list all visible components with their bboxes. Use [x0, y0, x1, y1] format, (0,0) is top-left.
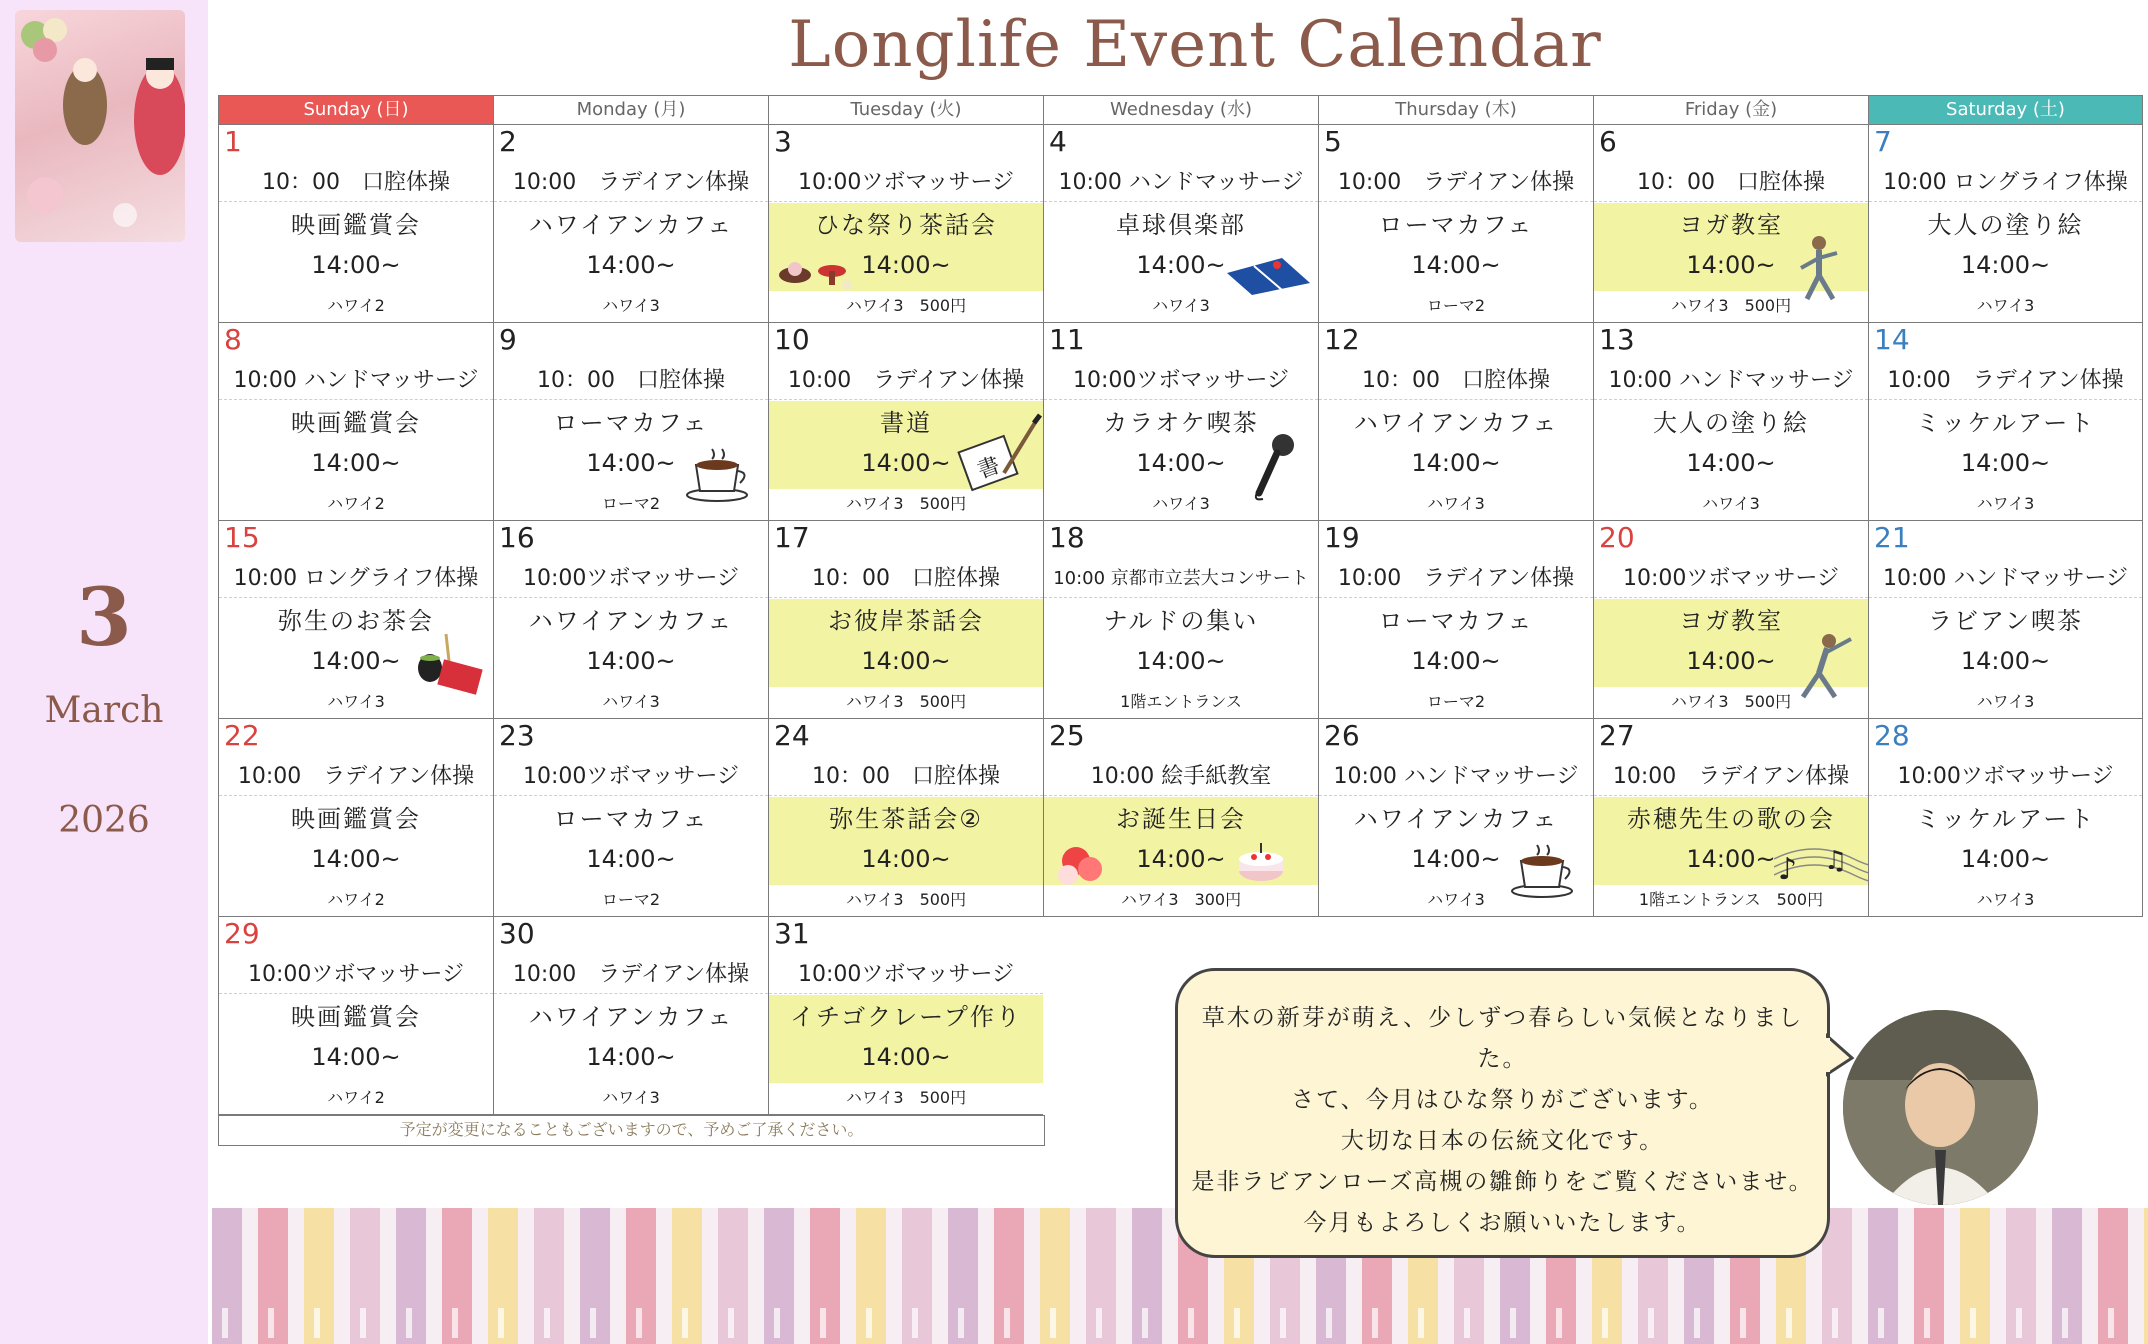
day-cell [1593, 323, 1868, 521]
afternoon-time: 14:00~ [1960, 449, 2051, 477]
day-cell [1593, 521, 1868, 719]
day-cell [218, 521, 493, 719]
day-number: 7 [1874, 125, 1892, 158]
calligraphy-icon [954, 413, 1044, 497]
event-location: 1階エントランス 500円 [1638, 890, 1824, 909]
day-cell [1318, 521, 1593, 719]
afternoon-time: 14:00~ [586, 449, 676, 477]
afternoon-event: 映画鑑賞会 [291, 409, 421, 437]
day-number: 26 [1324, 719, 1360, 752]
morning-event: 10:00 ラデイアン体操 [769, 363, 1043, 400]
afternoon-event: 赤穂先生の歌の会 [1627, 805, 1835, 833]
morning-event: 10：00 口腔体操 [494, 363, 768, 400]
day-cell [768, 521, 1043, 719]
day-number: 13 [1599, 323, 1635, 356]
day-cell [768, 917, 1043, 1115]
afternoon-event: お彼岸茶話会 [828, 607, 984, 635]
afternoon-time: 14:00~ [1136, 647, 1226, 675]
afternoon-event: ミッケルアート [1915, 805, 2096, 833]
morning-event: 10:00 ラデイアン体操 [1869, 363, 2142, 400]
event-location: ハワイ2 [327, 1088, 385, 1107]
afternoon-time: 14:00~ [311, 647, 401, 675]
morning-event: 10:00 ラデイアン体操 [1319, 561, 1593, 598]
event-location: ハワイ3 500円 [845, 692, 967, 711]
staff-avatar [1843, 1010, 2038, 1205]
afternoon-event: ハワイアンカフェ [1353, 409, 1559, 437]
afternoon-time: 14:00~ [1411, 449, 1501, 477]
day-cell [1043, 125, 1318, 323]
afternoon-event: 映画鑑賞会 [291, 1003, 421, 1031]
afternoon-event: ハワイアンカフェ [528, 211, 734, 239]
event-location: ハワイ2 [327, 494, 385, 513]
message-line: さて、今月はひな祭りがございます。 [1291, 1087, 1714, 1113]
event-location: ローマ2 [1426, 692, 1486, 711]
coffee-cup-icon [684, 443, 754, 507]
day-number: 30 [499, 917, 535, 950]
event-location: ハワイ2 [327, 890, 385, 909]
day-number: 1 [224, 125, 242, 158]
event-location: ハワイ3 [327, 692, 385, 711]
afternoon-event: ひな祭り茶話会 [815, 211, 997, 239]
event-location: ハワイ3 500円 [845, 296, 967, 315]
afternoon-event: ハワイアンカフェ [528, 1003, 734, 1031]
day-cell [768, 323, 1043, 521]
day-number: 15 [224, 521, 260, 554]
afternoon-event: 卓球倶楽部 [1116, 211, 1246, 239]
afternoon-event: 弥生茶話会② [829, 805, 983, 833]
afternoon-event: 大人の塗り絵 [1927, 211, 2084, 239]
day-number: 24 [774, 719, 810, 752]
afternoon-event: 書道 [880, 409, 932, 437]
afternoon-event: ローマカフェ [553, 805, 709, 833]
day-cell [493, 323, 768, 521]
event-location: ハワイ3 [602, 296, 660, 315]
decorative-diamonds [212, 1308, 2148, 1338]
day-number: 9 [499, 323, 517, 356]
day-cell [493, 719, 768, 917]
event-location: ハワイ3 [1976, 890, 2035, 909]
afternoon-time: 14:00~ [861, 845, 951, 873]
morning-event: 10:00 ハンドマッサージ [1319, 759, 1593, 796]
afternoon-time: 14:00~ [1960, 251, 2051, 279]
morning-event: 10:00ツボマッサージ [219, 957, 493, 994]
day-cell [1868, 125, 2143, 323]
day-cell [1318, 323, 1593, 521]
day-cell [218, 323, 493, 521]
afternoon-time: 14:00~ [586, 251, 676, 279]
morning-event: 10:00 ラデイアン体操 [1594, 759, 1868, 796]
event-location: ハワイ2 [327, 296, 385, 315]
tea-ceremony-icon [414, 626, 484, 700]
weekday-wednesday: Wednesday (水) [1043, 95, 1318, 125]
yoga-stretch-icon [1789, 629, 1859, 705]
day-number: 29 [224, 917, 260, 950]
afternoon-event: 弥生のお茶会 [278, 607, 434, 635]
coffee-cup-icon [1509, 839, 1579, 903]
day-number: 20 [1599, 521, 1635, 554]
day-cell [1593, 125, 1868, 323]
day-number: 14 [1874, 323, 1910, 356]
day-cell [218, 917, 493, 1115]
side-month-number: 3 [76, 570, 132, 664]
day-cell [1043, 719, 1318, 917]
svg-text:♪: ♪ [1778, 852, 1798, 887]
afternoon-event: ローマカフェ [1378, 607, 1534, 635]
afternoon-time: 14:00~ [586, 845, 676, 873]
day-number: 21 [1874, 521, 1910, 554]
event-location: ハワイ3 [1152, 494, 1210, 513]
event-location: ローマ2 [601, 890, 661, 909]
afternoon-time: 14:00~ [1686, 449, 1776, 477]
message-line: 草木の新芽が萌え、少しずつ春らしい気候となりまし [1201, 1005, 1804, 1031]
weekday-friday: Friday (金) [1593, 95, 1868, 125]
event-location: ハワイ3 [1427, 494, 1485, 513]
day-number: 16 [499, 521, 535, 554]
day-cell [493, 125, 768, 323]
event-location: ハワイ3 [602, 1088, 660, 1107]
event-location: ハワイ3 [1976, 296, 2035, 315]
weekday-sunday: Sunday (日) [218, 95, 493, 125]
day-cell [1318, 719, 1593, 917]
microphone-icon [1249, 431, 1299, 505]
event-location: 1階エントランス [1120, 692, 1242, 711]
morning-event: 10:00 絵手紙教室 [1044, 759, 1318, 796]
morning-event: 10:00 ハンドマッサージ [219, 363, 493, 400]
morning-event: 10:00 ハンドマッサージ [1044, 165, 1318, 202]
day-cell [1868, 323, 2143, 521]
day-cell [493, 521, 768, 719]
message-line: た。 [1477, 1046, 1528, 1072]
morning-event: 10:00 ハンドマッサージ [1594, 363, 1868, 400]
afternoon-event: 映画鑑賞会 [291, 211, 421, 239]
morning-event: 10:00 ラデイアン体操 [219, 759, 493, 796]
day-number: 4 [1049, 125, 1067, 158]
afternoon-time: 14:00~ [1960, 647, 2051, 675]
day-number: 17 [774, 521, 810, 554]
afternoon-time: 14:00~ [861, 449, 951, 477]
day-number: 23 [499, 719, 535, 752]
day-cell [493, 917, 768, 1115]
afternoon-time: 14:00~ [311, 449, 401, 477]
message-bubble [1175, 968, 1830, 1258]
morning-event: 10:00 ロングライフ体操 [1869, 165, 2142, 202]
day-number: 27 [1599, 719, 1635, 752]
day-number: 2 [499, 125, 517, 158]
afternoon-event: ローマカフェ [553, 409, 709, 437]
event-location: ハワイ3 [1702, 494, 1760, 513]
day-number: 18 [1049, 521, 1085, 554]
afternoon-event: ミッケルアート [1915, 409, 2096, 437]
morning-event: 10：00 口腔体操 [1594, 165, 1868, 202]
afternoon-event: カラオケ喫茶 [1103, 409, 1259, 437]
event-location: ハワイ3 500円 [1670, 296, 1792, 315]
afternoon-time: 14:00~ [861, 647, 951, 675]
event-location: ハワイ3 500円 [845, 494, 967, 513]
day-cell [1868, 521, 2143, 719]
day-number: 28 [1874, 719, 1910, 752]
day-number: 19 [1324, 521, 1360, 554]
afternoon-time: 14:00~ [1411, 647, 1501, 675]
afternoon-time: 14:00~ [311, 1043, 401, 1071]
event-location: ハワイ3 [1427, 890, 1485, 909]
day-cell [218, 125, 493, 323]
day-number: 12 [1324, 323, 1360, 356]
message-line: 大切な日本の伝統文化です。 [1340, 1128, 1665, 1154]
afternoon-event: ヨガ教室 [1679, 211, 1783, 239]
afternoon-time: 14:00~ [1411, 845, 1501, 873]
day-cell [1868, 719, 2143, 917]
weekday-saturday: Saturday (土) [1868, 95, 2143, 125]
afternoon-time: 14:00~ [586, 1043, 676, 1071]
morning-event: 10:00ツボマッサージ [1869, 759, 2142, 796]
morning-event: 10:00 ハンドマッサージ [1869, 561, 2142, 598]
afternoon-time: 14:00~ [1686, 647, 1776, 675]
yoga-pose-icon [1789, 233, 1849, 307]
afternoon-time: 14:00~ [1960, 845, 2051, 873]
morning-event: 10：00 口腔体操 [219, 165, 493, 202]
event-location: ローマ2 [1426, 296, 1486, 315]
day-cell [1318, 125, 1593, 323]
morning-event: 10:00 ラデイアン体操 [494, 165, 768, 202]
morning-event: 10：00 口腔体操 [769, 759, 1043, 796]
event-location: ハワイ3 300円 [1120, 890, 1242, 909]
side-year: 2026 [58, 800, 150, 841]
hina-doll-photo [15, 10, 185, 242]
afternoon-time: 14:00~ [586, 647, 676, 675]
afternoon-event: 大人の塗り絵 [1653, 409, 1809, 437]
day-number: 6 [1599, 125, 1617, 158]
event-location: ローマ2 [601, 494, 661, 513]
weekday-header [218, 95, 2143, 125]
event-location: ハワイ3 [602, 692, 660, 711]
event-location: ハワイ3 [1976, 692, 2035, 711]
morning-event: 10:00ツボマッサージ [769, 957, 1043, 994]
day-number: 8 [224, 323, 242, 356]
day-number: 22 [224, 719, 260, 752]
page-title: Longlife Event Calendar [788, 8, 1602, 82]
day-cell [1043, 323, 1318, 521]
morning-event: 10:00ツボマッサージ [1044, 363, 1318, 400]
day-cell [768, 125, 1043, 323]
weekday-monday: Monday (月) [493, 95, 768, 125]
afternoon-event: ヨガ教室 [1679, 607, 1783, 635]
morning-event: 10:00ツボマッサージ [769, 165, 1043, 202]
morning-event: 10:00 ラデイアン体操 [1319, 165, 1593, 202]
day-cell [1593, 719, 1868, 917]
afternoon-event: ハワイアンカフェ [528, 607, 734, 635]
day-number: 3 [774, 125, 792, 158]
day-number: 10 [774, 323, 810, 356]
day-number: 31 [774, 917, 810, 950]
afternoon-event: ラビアン喫茶 [1927, 607, 2084, 635]
morning-event: 10:00ツボマッサージ [494, 759, 768, 796]
afternoon-time: 14:00~ [1136, 449, 1226, 477]
morning-event: 10：00 口腔体操 [769, 561, 1043, 598]
day-number: 11 [1049, 323, 1085, 356]
morning-event: 10:00ツボマッサージ [1594, 561, 1868, 598]
afternoon-event: 映画鑑賞会 [291, 805, 421, 833]
notice-text: 予定が変更になることもございますので、予めご了承ください。 [218, 1115, 1045, 1146]
event-location: ハワイ3 500円 [845, 1088, 967, 1107]
morning-event: 10:00 京都市立芸大コンサート [1044, 561, 1318, 598]
weekday-tuesday: Tuesday (火) [768, 95, 1043, 125]
event-location: ハワイ3 500円 [845, 890, 967, 909]
sidebar [0, 0, 208, 1344]
afternoon-time: 14:00~ [1686, 251, 1776, 279]
birthday-cake-icon [1056, 831, 1306, 895]
event-location: ハワイ3 500円 [1670, 692, 1792, 711]
afternoon-event: イチゴクレープ作り [790, 1003, 1022, 1031]
afternoon-time: 14:00~ [1686, 845, 1776, 873]
afternoon-event: お誕生日会 [1116, 805, 1246, 833]
afternoon-event: ハワイアンカフェ [1353, 805, 1559, 833]
message-line: 是非ラビアンローズ高槻の雛飾りをご覧くださいませ。 [1191, 1169, 1814, 1195]
ping-pong-icon [1222, 253, 1312, 302]
afternoon-time: 14:00~ [1411, 251, 1501, 279]
morning-event: 10:00ツボマッサージ [494, 561, 768, 598]
afternoon-time: 14:00~ [1136, 845, 1226, 873]
event-location: ハワイ3 [1152, 296, 1210, 315]
morning-event: 10:00 ロングライフ体操 [219, 561, 493, 598]
hina-sweets-icon [777, 253, 857, 297]
afternoon-event: ナルドの集い [1103, 607, 1259, 635]
day-number: 5 [1324, 125, 1342, 158]
afternoon-time: 14:00~ [861, 251, 951, 279]
message-line: 今月もよろしくお願いいたします。 [1303, 1210, 1702, 1236]
side-month-name: March [44, 690, 164, 731]
day-number: 25 [1049, 719, 1085, 752]
afternoon-time: 14:00~ [311, 251, 401, 279]
event-location: ハワイ3 [1976, 494, 2035, 513]
svg-text:書: 書 [974, 452, 1004, 485]
day-cell [1043, 521, 1318, 719]
afternoon-event: ローマカフェ [1378, 211, 1534, 239]
svg-text:♫: ♫ [1824, 846, 1848, 876]
afternoon-time: 14:00~ [311, 845, 401, 873]
afternoon-time: 14:00~ [861, 1043, 951, 1071]
afternoon-time: 14:00~ [1136, 251, 1226, 279]
day-cell [218, 719, 493, 917]
day-cell [768, 719, 1043, 917]
weekday-thursday: Thursday (木) [1318, 95, 1593, 125]
morning-event: 10：00 口腔体操 [1319, 363, 1593, 400]
morning-event: 10:00 ラデイアン体操 [494, 957, 768, 994]
